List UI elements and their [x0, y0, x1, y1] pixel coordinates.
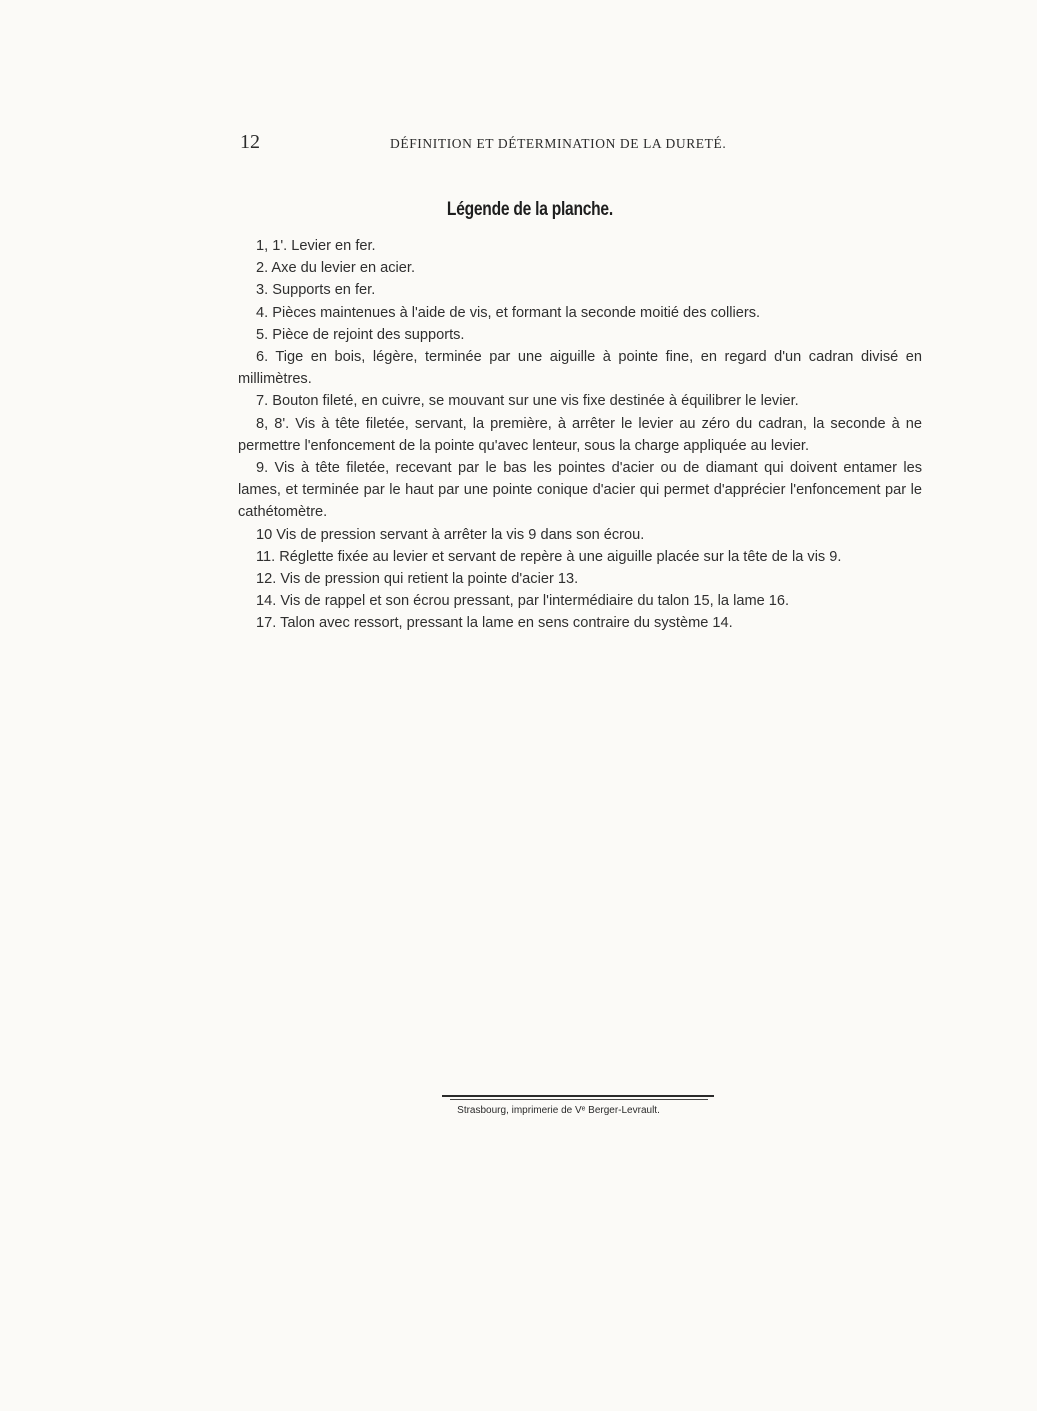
imprint-rule-thick: [442, 1095, 714, 1097]
legend-item-10: 10 Vis de pression servant à arrêter la vis 9 dans son écrou.: [256, 526, 645, 543]
legend-item-3: 3. Supports en fer.: [256, 282, 376, 299]
legend-item-1: 1, 1'. Levier en fer.: [256, 238, 376, 254]
legend-item-11: 11. Réglette fixée au levier et servant de repère à une aiguille placée sur la tête de la vis 9.: [256, 548, 842, 565]
legend-item-5: 5. Pièce de rejoint des supports.: [256, 326, 465, 343]
legend-list: [238, 235, 922, 635]
printer-imprint: Strasbourg, imprimerie de Vᵉ Berger-Levrault.: [457, 1105, 660, 1116]
legend-item-14: 14. Vis de rappel et son écrou pressant, par l'intermédiaire du talon 15, la lame 16.: [256, 593, 790, 610]
legend-item-2: 2. Axe du levier en acier.: [256, 260, 416, 277]
legend-title: Légende de la planche.: [446, 199, 613, 220]
legend-item-12: 12. Vis de pression qui retient la pointe d'acier 13.: [256, 571, 579, 588]
running-head: DÉFINITION ET DÉTERMINATION DE LA DURETÉ.: [390, 136, 727, 151]
legend-item-4: 4. Pièces maintenues à l'aide de vis, et formant la seconde moitié des colliers.: [256, 304, 761, 321]
legend-item-6: 6. Tige en bois, légère, terminée par une aiguille à pointe fine, en regard d'un cadran divisé en millimètres.: [238, 349, 922, 388]
page-number: 12: [240, 131, 260, 153]
legend-item-7: 7. Bouton fileté, en cuivre, se mouvant sur une vis fixe destinée à équilibrer le levier.: [256, 393, 799, 410]
legend-item-9: 9. Vis à tête filetée, recevant par le bas les pointes d'acier ou de diamant qui doivent entamer les lames, et terminée par le haut par une pointe conique d'acier qui permet d'apprécier l'enfoncement par le cathétomètre.: [238, 460, 922, 521]
legend-item-8: 8, 8'. Vis à tête filetée, servant, la première, à arrêter le levier au zéro du cadran, la seconde à ne permettre l'enfoncement de la pointe qu'avec lenteur, sous la charge appliquée au levier.: [238, 415, 922, 454]
imprint-rule-thin: [450, 1099, 708, 1100]
legend-item-17: 17. Talon avec ressort, pressant la lame en sens contraire du système 14.: [256, 615, 733, 632]
